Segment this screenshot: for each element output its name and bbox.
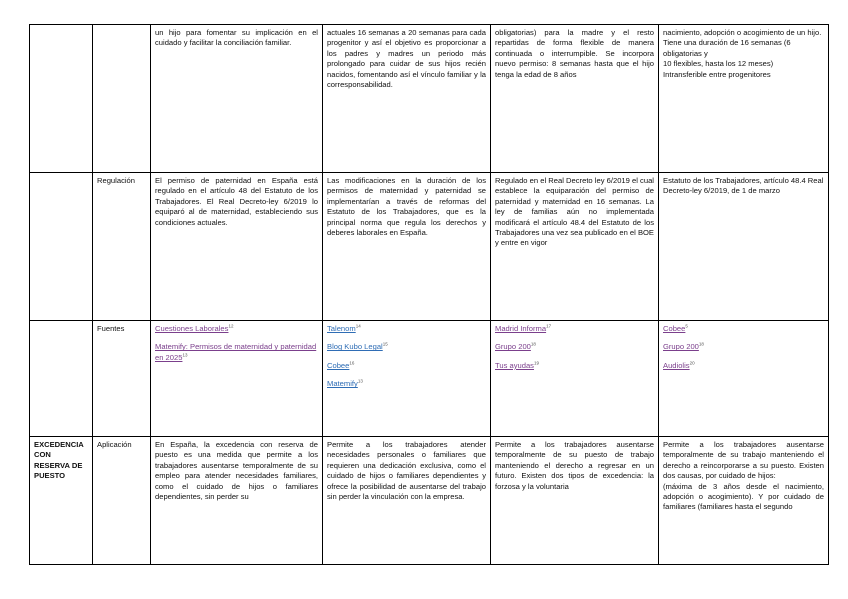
footnote-ref: 5 (685, 323, 688, 329)
source-link[interactable]: Cuestiones Laborales (155, 324, 229, 333)
source-link-item (327, 361, 486, 371)
source-link[interactable]: Audiolis (663, 360, 690, 370)
source-link[interactable]: Tus ayudas (495, 360, 534, 370)
source-link[interactable]: Matemify (327, 379, 358, 389)
cell-regulacion-col-b: Las modificaciones en la duración de los permisos de maternidad y paternidad se implementarían a través de reformas del Estatuto de los Trabajadores, que es la principal norma que regula los derechos y deberes laborales en España. (323, 173, 491, 321)
comparison-table (29, 24, 829, 565)
source-link-item (663, 342, 824, 352)
cell-excedencia-col-a: En España, la excedencia con reserva de puesto es una medida que permite a los trabajadores ausentarse temporalmente de su empleo para atender necesidades familiares, como el cuidado de hijos o familiares dependientes, sin perder su (151, 437, 323, 565)
cell-fuentes-col-d (659, 321, 829, 437)
category-excedencia: EXCEDENCIA CON RESERVA DE PUESTO (30, 437, 93, 565)
source-link[interactable]: Matemify: Permisos de maternidad y paternidad en 2025 (155, 342, 317, 362)
cell-text-line: 10 flexibles, hasta los 12 meses) (663, 59, 774, 69)
cell-text-line: (máxima de 3 años desde el nacimiento, adopción o acogimiento). Y por cuidado de familiares (familiares hasta el segundo (663, 481, 824, 512)
row-label-regulacion: Regulación (93, 173, 151, 321)
source-link[interactable]: Talenom (327, 324, 356, 333)
source-link[interactable]: Madrid Informa (495, 324, 547, 333)
footnote-ref: 15 (382, 341, 388, 347)
cell-text-line: nacimiento, adopción o acogimiento de un hijo. Tiene una duración de 16 semanas (6 obligatorias y (663, 28, 822, 58)
source-link[interactable]: Cobee (663, 324, 686, 333)
cell-excedencia-col-b: Permite a los trabajadores atender necesidades personales o familiares que requieren una dedicación exclusiva, como el cuidado de hijos o familiares dependientes y ofrece la posibilidad de ausentarse del trabajo sin perder la vinculación con la empresa. (323, 437, 491, 565)
cell-regulacion-col-c: Regulado en el Real Decreto ley 6/2019 el cual establece la equiparación del permiso de paternidad y maternidad en 16 semanas. La ley de familias aún no implementada modificará el artículo 48.4 del Estatuto de los Trabajadores una vez sea publicado en el BOE y entre en vigor (491, 173, 659, 321)
footnote-ref: 12 (228, 323, 234, 329)
table-row (30, 25, 829, 173)
cell-excedencia-col-c: Permite a los trabajadores ausentarse temporalmente de su puesto de trabajo manteniendo el derecho a regresar en un futuro. Existen dos tipos de excedencia: la forzosa y la voluntaria (491, 437, 659, 565)
footnote-ref: 14 (355, 323, 361, 329)
footnote-ref: 19 (533, 360, 539, 366)
cell-top-col-d (659, 25, 829, 173)
source-link-item (327, 342, 486, 352)
cell-text-line: Permite a los trabajadores ausentarse temporalmente de su trabajo manteniendo el derecho a reincorporarse a su puesto. Existen dos causas, por cuidado de hijos: (663, 440, 824, 481)
cell-top-col-c: obligatorias) para la madre y el resto repartidas de forma flexible de manera continuada o interrumpible. Se incorpora nuevo permiso: 8 semanas hasta que el hijo tenga la edad de 8 años (491, 25, 659, 173)
source-link-item (155, 324, 318, 334)
source-link-item (663, 361, 824, 371)
source-link[interactable]: Grupo 200 (495, 342, 531, 352)
cell-regulacion-col-a: El permiso de paternidad en España está regulado en el artículo 48 del Estatuto de los Trabajadores. El Real Decreto-ley 6/2019 lo equiparó al de maternidad, estableciendo sus condiciones actuales. (151, 173, 323, 321)
cell-fuentes-col-c (491, 321, 659, 437)
table-row (30, 173, 829, 321)
cell-fuentes-col-a (151, 321, 323, 437)
row-label-fuentes: Fuentes (93, 321, 151, 437)
footnote-ref: 17 (546, 323, 552, 329)
source-link-item (663, 324, 824, 334)
source-link-item (327, 324, 486, 334)
source-link-item (495, 342, 654, 352)
footnote-ref: 13 (182, 352, 188, 358)
footnote-ref: 20 (689, 360, 695, 366)
category-cell (30, 25, 93, 173)
table-row (30, 321, 829, 437)
source-link-item (495, 361, 654, 371)
cell-top-col-a: un hijo para fomentar su implicación en el cuidado y facilitar la conciliación familiar. (151, 25, 323, 173)
source-link[interactable]: Cobee (327, 360, 350, 370)
footnote-ref: 18 (698, 341, 704, 347)
source-link[interactable]: Blog Kubo Legal (327, 342, 383, 352)
table-row (30, 437, 829, 565)
source-link[interactable]: Grupo 200 (663, 342, 699, 352)
row-label-aplicacion: Aplicación (93, 437, 151, 565)
row-label-cell (93, 25, 151, 173)
source-link-item (495, 324, 654, 334)
source-link-item (155, 342, 318, 363)
footnote-ref: 13 (357, 378, 363, 384)
footnote-ref: 18 (530, 341, 536, 347)
footnote-ref: 16 (349, 360, 355, 366)
category-cell (30, 321, 93, 437)
cell-excedencia-col-d (659, 437, 829, 565)
cell-regulacion-col-d: Estatuto de los Trabajadores, artículo 48.4 Real Decreto-ley 6/2019, de 1 de marzo (659, 173, 829, 321)
cell-fuentes-col-b (323, 321, 491, 437)
cell-text-line: Intransferible entre progenitores (663, 69, 771, 79)
cell-top-col-b: actuales 16 semanas a 20 semanas para cada progenitor y así el objetivo es proporcionar a los padres y madres un periodo más prolongado para cuidar de sus hijos recién nacidos, fomentando así el vínculo familiar y la corresponsabilidad. (323, 25, 491, 173)
category-cell (30, 173, 93, 321)
source-link-item (327, 379, 486, 389)
